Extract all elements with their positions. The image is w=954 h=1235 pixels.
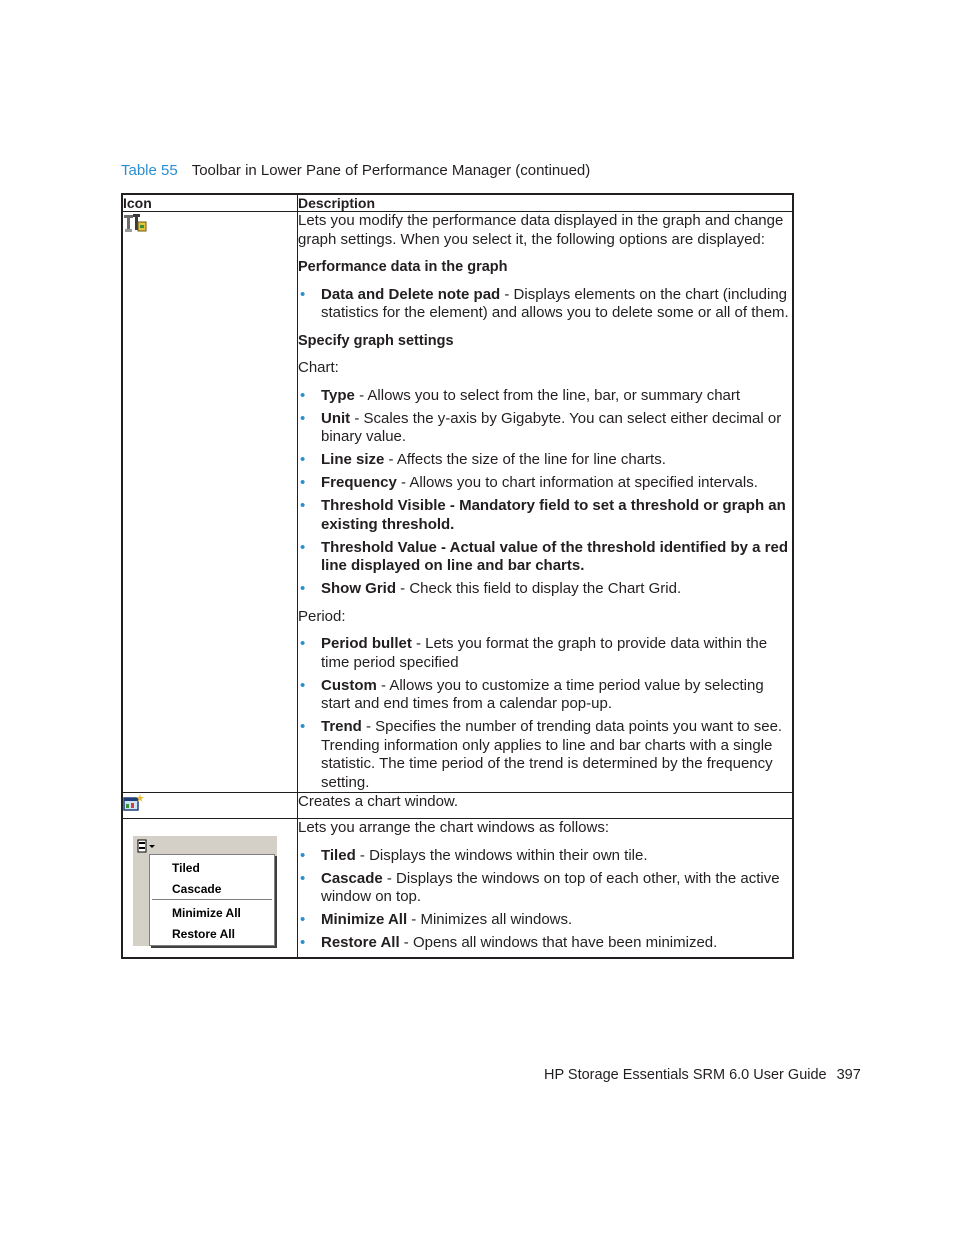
menu-separator [152, 899, 272, 901]
subheading-graph-settings: Specify graph settings [298, 332, 454, 349]
menu-item-restore-all[interactable]: Restore All [172, 927, 235, 941]
modify-graph-icon [123, 221, 147, 238]
chart-settings-list [298, 387, 792, 599]
list-item: • Tiled - Displays the windows within their own tile. [298, 847, 792, 866]
row2-text: Creates a chart window. [298, 793, 459, 810]
new-chart-window-icon [123, 800, 145, 817]
list-item: • Unit - Scales the y-axis by Gigabyte. You can select either decimal or binary value. [298, 410, 792, 447]
table-header-row [122, 194, 793, 212]
page-number: 397 [836, 1067, 861, 1083]
arrange-menu-panel [149, 854, 275, 946]
list-item: • Type - Allows you to select from the line, bar, or summary chart [298, 387, 792, 406]
list-item: • Line size - Affects the size of the line for line charts. [298, 451, 792, 470]
guide-title: HP Storage Essentials SRM 6.0 User Guide [544, 1067, 827, 1083]
row3-intro: Lets you arrange the chart windows as follows: [298, 819, 609, 836]
row1-intro: Lets you modify the performance data displayed in the graph and change graph settings. When you select it, the following options are displayed: [298, 212, 784, 248]
list-item: • Show Grid - Check this field to display the Chart Grid. [298, 580, 792, 599]
table-row [122, 793, 793, 819]
list-item: • Threshold Value - Actual value of the threshold identified by a red line displayed on line and bar charts. [298, 539, 792, 576]
header-icon: Icon [122, 194, 298, 212]
list-item: • Restore All - Opens all windows that have been minimized. [298, 934, 792, 953]
header-description: Description [298, 194, 794, 212]
list-item: • Minimize All - Minimizes all windows. [298, 911, 792, 930]
toolbar-table [121, 193, 794, 959]
arrange-options-list [298, 847, 792, 953]
performance-data-list [298, 286, 792, 323]
menu-item-cascade[interactable]: Cascade [172, 882, 222, 896]
subheading-performance-data: Performance data in the graph [298, 259, 508, 275]
table-row [122, 819, 793, 958]
table-row [122, 212, 793, 793]
menu-item-tiled[interactable]: Tiled [172, 861, 200, 875]
list-item: • Custom - Allows you to customize a time period value by selecting start and end times from a calendar pop-up. [298, 677, 792, 714]
table-caption [121, 162, 590, 179]
page-footer [544, 1067, 861, 1083]
list-item: • Threshold Visible - Mandatory field to set a threshold or graph an existing threshold. [298, 497, 792, 534]
menu-item-minimize-all[interactable]: Minimize All [172, 906, 241, 920]
chart-label: Chart: [298, 359, 339, 376]
period-settings-list [298, 635, 792, 792]
table-title: Toolbar in Lower Pane of Performance Manager (continued) [191, 162, 591, 179]
period-label: Period: [298, 607, 346, 625]
arrange-windows-menu [133, 836, 277, 946]
list-item: • Frequency - Allows you to chart information at specified intervals. [298, 474, 792, 493]
list-item: • Cascade - Displays the windows on top of each other, with the active window on top. [298, 870, 792, 907]
table-number: Table 55 [121, 162, 178, 179]
list-item: • Data and Delete note pad - Displays elements on the chart (including statistics for the element) and allows you to delete some or all of them. [298, 286, 792, 323]
list-item: • Trend - Specifies the number of trending data points you want to see. Trending information only applies to line and bar charts with a single statistic. The time period of the trend is determined by the frequency setting. [298, 718, 792, 792]
list-item: • Period bullet - Lets you format the graph to provide data within the time period specified [298, 635, 792, 672]
